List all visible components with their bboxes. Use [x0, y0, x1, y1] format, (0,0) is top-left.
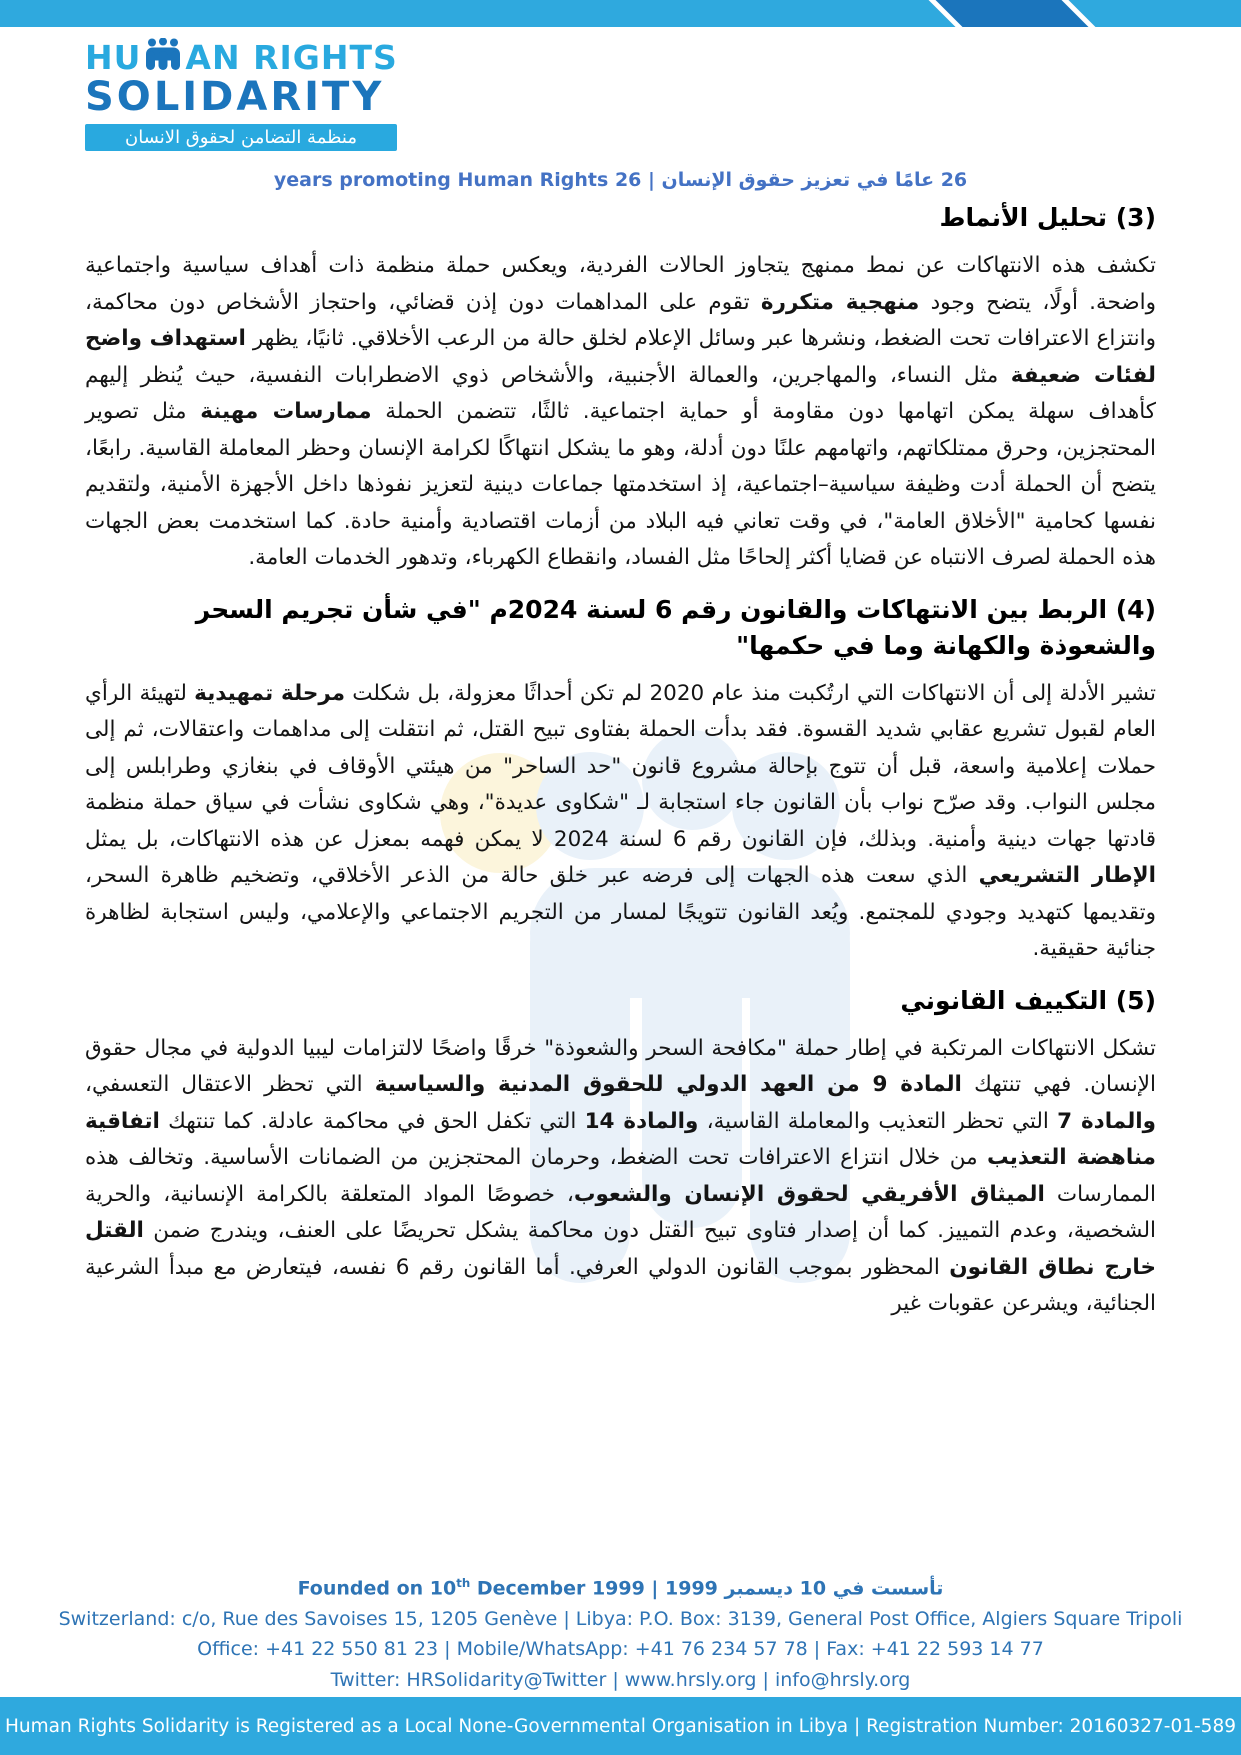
section-5-paragraph: تشكل الانتهاكات المرتكبة في إطار حملة "مكافحة السحر والشعوذة" خرقًا واضحًا لالتزامات ليبيا الدولية في مجال حقوق الإنسان. فهي تنتهك المادة 9 من العهد الدولي للحقوق المدنية والسياسية التي تحظر الاعتقال التعسفي، والمادة 7 التي تحظر التعذيب والمعاملة القاسية، والمادة 14 التي تكفل الحق في محاكمة عادلة. كما تنتهك اتفاقية مناهضة التعذيب من خلال انتزاع الاعترافات تحت الضغط، وحرمان المحتجزين من الضمانات الأساسية. وتخالف هذه الممارسات الميثاق الأفريقي لحقوق الإنسان والشعوب، خصوصًا المواد المتعلقة بالكرامة الإنسانية، والحرية الشخصية، وعدم التمييز. كما أن إصدار فتاوى تبيح القتل دون محاكمة يشكل تحريضًا على العنف، ويندرج ضمن القتل خارج نطاق القانون المحظور بموجب القانون الدولي العرفي. أما القانون رقم 6 نفسه، فيتعارض مع مبدأ الشرعية الجنائية، ويشرعن عقوبات غير: [85, 1035, 1157, 1316]
online-contacts-line: Twitter: HRSolidarity@Twitter | www.hrsly.org | info@hrsly.org: [330, 1668, 911, 1691]
org-logo: [85, 38, 398, 151]
founded-ar: تأسست في 10 ديسمبر 1999: [665, 1577, 944, 1600]
address-line: Switzerland: c/o, Rue des Savoises 15, 1205 Genève | Libya: P.O. Box: 3139, General Post Office, Algiers Square Tripoli: [58, 1607, 1183, 1630]
section-5-heading: (5) التكييف القانوني: [900, 985, 1156, 1015]
top-decoration-bar: [0, 0, 1241, 27]
logo-text-pre: HU: [85, 38, 142, 77]
section-3-heading: (3) تحليل الأنماط: [939, 203, 1156, 232]
people-m-icon: [143, 38, 183, 77]
founded-mid: December 1999 |: [470, 1577, 665, 1600]
logo-arabic-banner: منظمة التضامن لحقوق الانسان: [85, 124, 397, 151]
logo-text-post: AN RIGHTS: [185, 38, 398, 77]
phones-line: Office: +41 22 550 81 23 | Mobile/WhatsApp: +41 76 234 57 78 | Fax: +41 22 593 14 77: [197, 1638, 1044, 1661]
registration-bar: Human Rights Solidarity is Registered as a Local None-Governmental Organisation in Libya | Registration Number: 20160327-01-589: [0, 1697, 1241, 1755]
section-3-paragraph: تكشف هذه الانتهاكات عن نمط ممنهج يتجاوز الحالات الفردية، ويعكس حملة منظمة ذات أهداف سياسية واجتماعية واضحة. أولًا، يتضح وجود منهجية متكررة تقوم على المداهمات دون إذن قضائي، واحتجاز الأشخاص دون محاكمة، وانتزاع الاعترافات تحت الضغط، ونشرها عبر وسائل الإعلام لخلق حالة من الرعب الأخلاقي. ثانيًا، يظهر استهداف واضح لفئات ضعيفة مثل النساء، والمهاجرين، والعمالة الأجنبية، والأشخاص ذوي الاضطرابات النفسية، حيث يُنظر إليهم كأهداف سهلة يمكن اتهامها دون مقاومة أو حماية اجتماعية. ثالثًا، تتضمن الحملة ممارسات مهينة مثل تصوير المحتجزين، وحرق ممتلكاتهم، واتهامهم علنًا دون أدلة، وهو ما يشكل انتهاكًا لكرامة الإنسان وحظر المعاملة القاسية. رابعًا، يتضح أن الحملة أدت وظيفة سياسية–اجتماعية، إذ استخدمتها جماعات دينية لتعزيز نفوذها داخل الأجهزة الأمنية، ولتقديم نفسها كحامية "الأخلاق العامة"، في وقت تعاني فيه البلاد من أزمات اقتصادية وأمنية حادة. كما استخدمت بعض الجهات هذه الحملة لصرف الانتباه عن قضايا أكثر إلحاحًا مثل الفساد، وانقطاع الكهرباء، وتدهور الخدمات العامة.: [85, 253, 1157, 570]
section-4-paragraph: تشير الأدلة إلى أن الانتهاكات التي ارتُكبت منذ عام 2020 لم تكن أحداثًا معزولة، بل شكلت مرحلة تمهيدية لتهيئة الرأي العام لقبول تشريع عقابي شديد القسوة. فقد بدأت الحملة بفتاوى تبيح القتل، ثم انتقلت إلى مداهمات واعتقالات، ثم إلى حملات إعلامية واسعة، قبل أن تتوج بإحالة مشروع قانون "حد الساحر" من هيئتي الأوقاف في بنغازي وطرابلس إلى مجلس النواب. وقد صرّح نواب بأن القانون جاء استجابة لـ "شكاوى عديدة"، وهي شكاوى نشأت في سياق حملة منظمة قادتها جهات دينية وأمنية. وبذلك، فإن القانون رقم 6 لسنة 2024 لا يمكن فهمه بمعزل عن هذه الانتهاكات، بل يمثل الإطار التشريعي الذي سعت هذه الجهات إلى فرضه عبر خلق حالة من الذعر الأخلاقي، وتضخيم ظاهرة السحر، وتقديمها كتهديد وجودي للمجتمع. ويُعد القانون تتويجًا لمسار من التجريم الاجتماعي والإعلامي، وليس استجابة لظاهرة جنائية حقيقية.: [85, 680, 1157, 961]
section-pattern-analysis: [85, 200, 1156, 577]
page-footer: [0, 1568, 1241, 1695]
document-body: [85, 168, 1156, 1338]
anniversary-tagline: 26 عامًا في تعزيز حقوق الإنسان | 26 years promoting Human Rights: [273, 169, 968, 191]
logo-line-solidarity: SOLIDARITY: [85, 74, 385, 120]
section-legal-qualification: [85, 983, 1156, 1323]
founded-line: [0, 1568, 1241, 1604]
ordinal-suffix: th: [456, 1576, 471, 1590]
top-decoration-accent: [929, 0, 1096, 27]
logo-line-human-rights: [85, 38, 398, 76]
section-law-link: [85, 592, 1156, 968]
section-4-heading: (4) الربط بين الانتهاكات والقانون رقم 6 لسنة 2024م "في شأن تجريم السحر والشعوذة والكهانة وما في حكمها": [195, 594, 1156, 660]
founded-en: Founded on 10: [297, 1577, 457, 1600]
